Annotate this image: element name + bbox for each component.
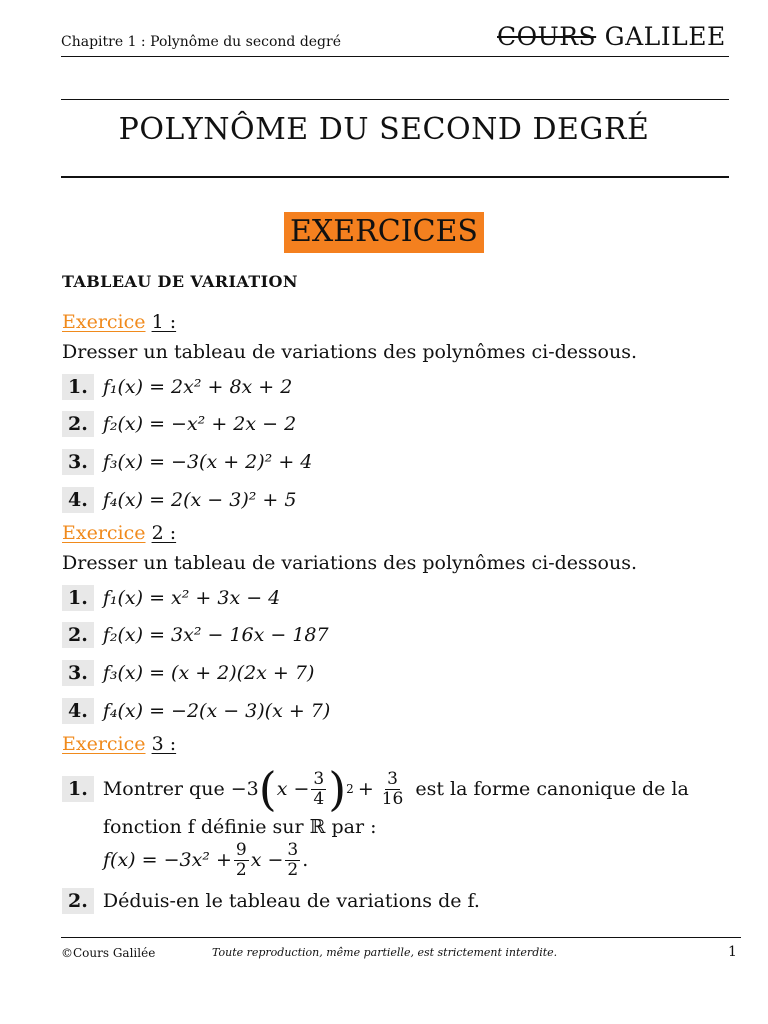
exercise-3-item-2 bbox=[62, 888, 480, 914]
footer-copyright: ©Cours Galilée bbox=[61, 946, 156, 960]
exercise-1-item-1 bbox=[62, 374, 292, 400]
item-expression: f₂(x) = −x² + 2x − 2 bbox=[102, 413, 297, 435]
denominator: 16 bbox=[381, 788, 404, 809]
exercise-3-label bbox=[62, 733, 176, 755]
item-expression: f₁(x) = 2x² + 8x + 2 bbox=[102, 376, 293, 398]
item-expression: f₄(x) = 2(x − 3)² + 5 bbox=[102, 489, 297, 511]
chapter-header: Chapitre 1 : Polynôme du second degré bbox=[61, 34, 341, 50]
exercise-1-item-3 bbox=[62, 449, 312, 475]
exercise-2-label bbox=[62, 522, 176, 544]
exercise-1-item-4 bbox=[62, 487, 296, 513]
exercise-2-item-2 bbox=[62, 622, 329, 648]
item-number-badge: 1. bbox=[62, 585, 94, 611]
denominator: 4 bbox=[313, 788, 325, 809]
fraction-9-2 bbox=[234, 841, 249, 879]
item-text: Déduis-en le tableau de variations de f. bbox=[102, 890, 480, 912]
numerator: 3 bbox=[313, 768, 325, 789]
footer-rule bbox=[61, 937, 741, 938]
fraction-3-16 bbox=[380, 770, 406, 808]
section-title: TABLEAU DE VARIATION bbox=[62, 272, 298, 291]
item-1-line-3 bbox=[103, 836, 308, 884]
item-number-badge: 2. bbox=[62, 622, 94, 648]
brand-rest-text: GALILEE bbox=[596, 22, 726, 51]
denominator: 2 bbox=[235, 859, 247, 880]
item-expression: f₄(x) = −2(x − 3)(x + 7) bbox=[102, 700, 331, 722]
item-number-badge: 2. bbox=[62, 888, 94, 914]
item-1-line-2: fonction f définie sur ℝ par : bbox=[103, 816, 377, 838]
brand-strike-text: COURS bbox=[497, 22, 597, 51]
exercise-1-item-2 bbox=[62, 411, 296, 437]
exercise-2-item-3 bbox=[62, 660, 314, 686]
exercise-1-intro: Dresser un tableau de variations des polynômes ci-dessous. bbox=[62, 341, 638, 363]
exercise-word: Exercice bbox=[62, 733, 146, 755]
title-rule-bottom bbox=[61, 176, 729, 178]
exercise-number: 2 : bbox=[151, 522, 177, 544]
left-paren: ( bbox=[258, 762, 277, 816]
line-3-end: . bbox=[302, 849, 309, 871]
item-number-badge: 4. bbox=[62, 487, 94, 513]
exercise-3-item-1 bbox=[62, 760, 689, 818]
numerator: 3 bbox=[387, 768, 398, 789]
line-3-mid: x − bbox=[250, 849, 284, 871]
exercises-heading-wrap bbox=[0, 212, 768, 253]
line-3-pre: f(x) = −3x² + bbox=[103, 849, 232, 871]
exercise-number: 3 : bbox=[151, 733, 177, 755]
exercise-1-label bbox=[62, 311, 176, 333]
exercise-2-intro: Dresser un tableau de variations des polynômes ci-dessous. bbox=[62, 552, 638, 574]
header-rule bbox=[61, 56, 729, 57]
item-expression: f₃(x) = (x + 2)(2x + 7) bbox=[102, 662, 315, 684]
exercise-word: Exercice bbox=[62, 311, 146, 333]
exercise-2-item-1 bbox=[62, 585, 280, 611]
numerator: 9 bbox=[235, 839, 247, 860]
denominator: 2 bbox=[287, 859, 299, 880]
item-number-badge: 1. bbox=[62, 776, 94, 802]
plus-sign: + bbox=[357, 778, 374, 800]
exercise-word: Exercice bbox=[62, 522, 146, 544]
item-1-post-text: est la forme canonique de la bbox=[415, 778, 689, 800]
right-paren: ) bbox=[328, 762, 347, 816]
page-number: 1 bbox=[728, 944, 737, 960]
item-number-badge: 1. bbox=[62, 374, 94, 400]
item-number-badge: 4. bbox=[62, 698, 94, 724]
square-exponent: 2 bbox=[346, 782, 354, 796]
item-number-badge: 2. bbox=[62, 411, 94, 437]
inner-expression: x − bbox=[276, 778, 310, 800]
title-rule-top bbox=[61, 99, 729, 100]
item-expression: f₂(x) = 3x² − 16x − 187 bbox=[102, 624, 329, 646]
item-number-badge: 3. bbox=[62, 660, 94, 686]
item-expression: f₃(x) = −3(x + 2)² + 4 bbox=[102, 451, 313, 473]
exercises-heading: EXERCICES bbox=[284, 212, 484, 253]
footer-notice: Toute reproduction, même partielle, est strictement interdite. bbox=[212, 946, 558, 959]
item-number-badge: 3. bbox=[62, 449, 94, 475]
page-title: POLYNÔME DU SECOND DEGRÉ bbox=[118, 112, 650, 147]
exercise-number: 1 : bbox=[151, 311, 177, 333]
fraction-3-4 bbox=[311, 770, 326, 808]
brand-logo bbox=[497, 22, 726, 51]
fraction-3-2 bbox=[285, 841, 300, 879]
item-expression: f₁(x) = x² + 3x − 4 bbox=[102, 587, 281, 609]
exercise-2-item-4 bbox=[62, 698, 330, 724]
item-1-pre-text: Montrer que −3 bbox=[102, 778, 259, 800]
numerator: 3 bbox=[287, 839, 299, 860]
